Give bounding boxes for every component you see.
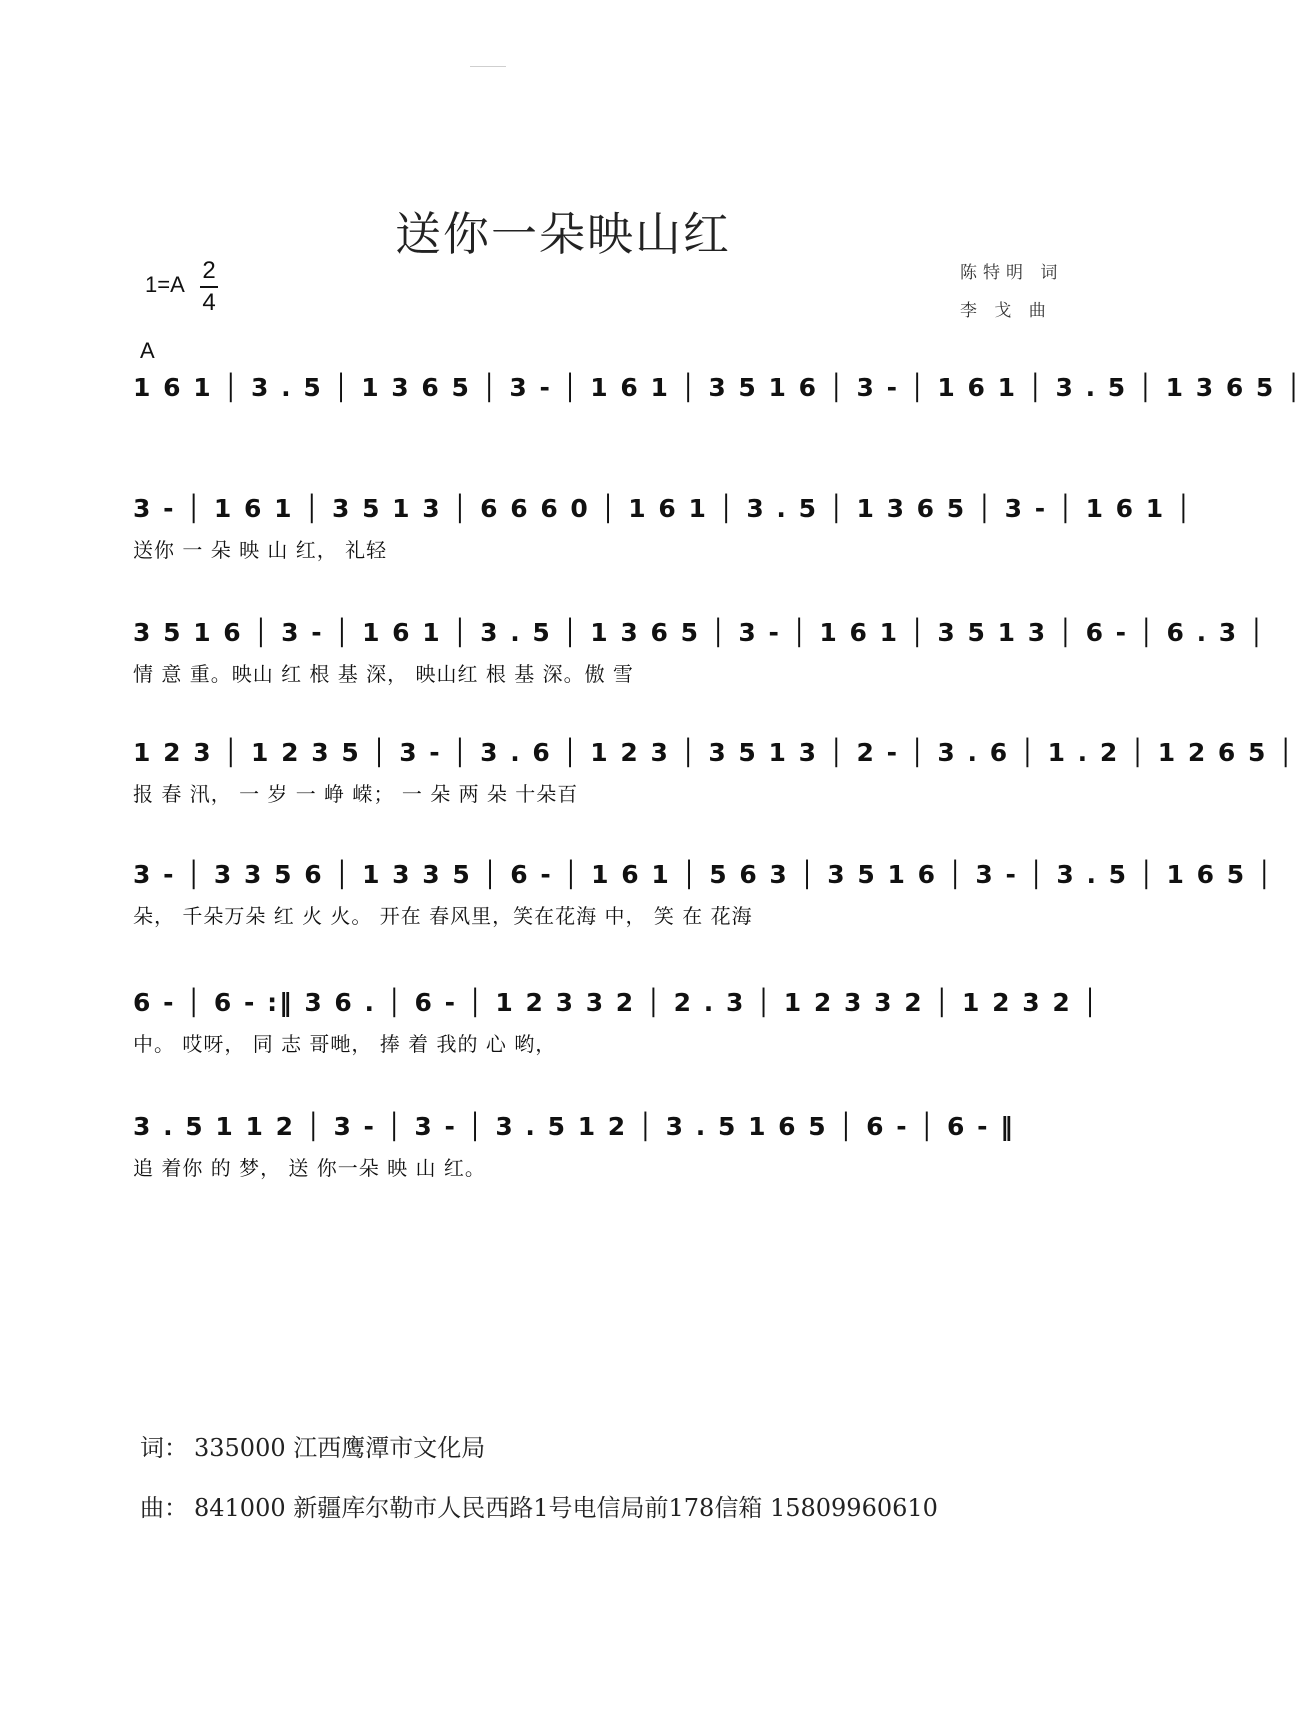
time-numerator: 2 (202, 257, 216, 284)
staff-notes: 3 - │ 1 6 1 │ 3 5 1 3 │ 6 6 6 0 │ 1 6 1 │ 3 . 5 │ 1 3 6 5 │ 3 - │ 1 6 1 │ (133, 494, 1193, 523)
composer-credit: 李 戈 曲 (960, 301, 1052, 321)
staff-lyrics: 情 意 重。映山 红 根 基 深， 映山红 根 基 深。傲 雪 (133, 662, 634, 686)
staff-line-2 (133, 485, 1193, 567)
staff-notes: 3 . 5 1 1 2 │ 3 - │ 3 - │ 3 . 5 1 2 │ 3 . 5 1 6 5 │ 6 - │ 6 - ‖ (133, 1112, 1015, 1141)
staff-notes: 6 - │ 6 - :‖ 3 6 . │ 6 - │ 1 2 3 3 2 │ 2 . 3 │ 1 2 3 3 2 │ 1 2 3 2 │ (133, 988, 1100, 1017)
staff-notes: 3 5 1 6 │ 3 - │ 1 6 1 │ 3 . 5 │ 1 3 6 5 │ 3 - │ 1 6 1 │ 3 5 1 3 │ 6 - │ 6 . 3 │ (133, 618, 1266, 647)
footer-lyricist-text: 335000 江西鹰潭市文化局 (194, 1434, 486, 1462)
footer-lyricist-label: 词： (140, 1434, 188, 1462)
footer-composer-address (140, 1488, 944, 1523)
section-label: A (140, 338, 155, 363)
staff-line-3 (133, 609, 1266, 691)
staff-lyrics: 送你 一 朵 映 山 红， 礼轻 (133, 538, 388, 562)
staff-lyrics: 报 春 汛， 一 岁 一 峥 嵘； 一 朵 两 朵 十朵百 (133, 782, 579, 806)
staff-line-1 (133, 364, 1303, 446)
scan-mark (470, 66, 506, 67)
key-signature: 1=A (145, 272, 185, 297)
staff-line-6 (133, 979, 1100, 1061)
staff-notes: 3 - │ 3 3 5 6 │ 1 3 3 5 │ 6 - │ 1 6 1 │ 5 6 3 │ 3 5 1 6 │ 3 - │ 3 . 5 │ 1 6 5 │ (133, 860, 1274, 889)
staff-notes: 1 2 3 │ 1 2 3 5 │ 3 - │ 3 . 6 │ 1 2 3 │ 3 5 1 3 │ 2 - │ 3 . 6 │ 1 . 2 │ 1 2 6 5 │ (133, 738, 1296, 767)
staff-lyrics: 追 着你 的 梦， 送 你一朵 映 山 红。 (133, 1156, 486, 1180)
staff-line-5 (133, 851, 1274, 933)
staff-line-7 (133, 1103, 1091, 1185)
footer-lyricist-address (140, 1428, 491, 1463)
staff-line-4 (133, 729, 1296, 811)
footer-composer-label: 曲： (140, 1494, 188, 1522)
time-denominator: 4 (202, 289, 216, 316)
staff-notes: 1 6 1 │ 3 . 5 │ 1 3 6 5 │ 3 - │ 1 6 1 │ 3 5 1 6 │ 3 - │ 1 6 1 │ 3 . 5 │ 1 3 6 5 │ (133, 373, 1303, 402)
staff-lyrics (133, 412, 1091, 446)
staff-lyrics: 朵， 千朵万朵 红 火 火。 开在 春风里，笑在花海 中， 笑 在 花海 (133, 904, 753, 928)
lyricist-credit: 陈特明 词 (960, 263, 1064, 283)
song-title: 送你一朵映山红 (395, 207, 731, 261)
staff-lyrics: 中。 哎呀， 同 志 哥哋， 捧 着 我的 心 哟， (133, 1032, 557, 1056)
time-signature (200, 258, 218, 316)
footer-composer-text: 841000 新疆库尔勒市人民西路1号电信局前178信箱 15809960610 (194, 1494, 938, 1522)
time-divider (200, 286, 218, 288)
